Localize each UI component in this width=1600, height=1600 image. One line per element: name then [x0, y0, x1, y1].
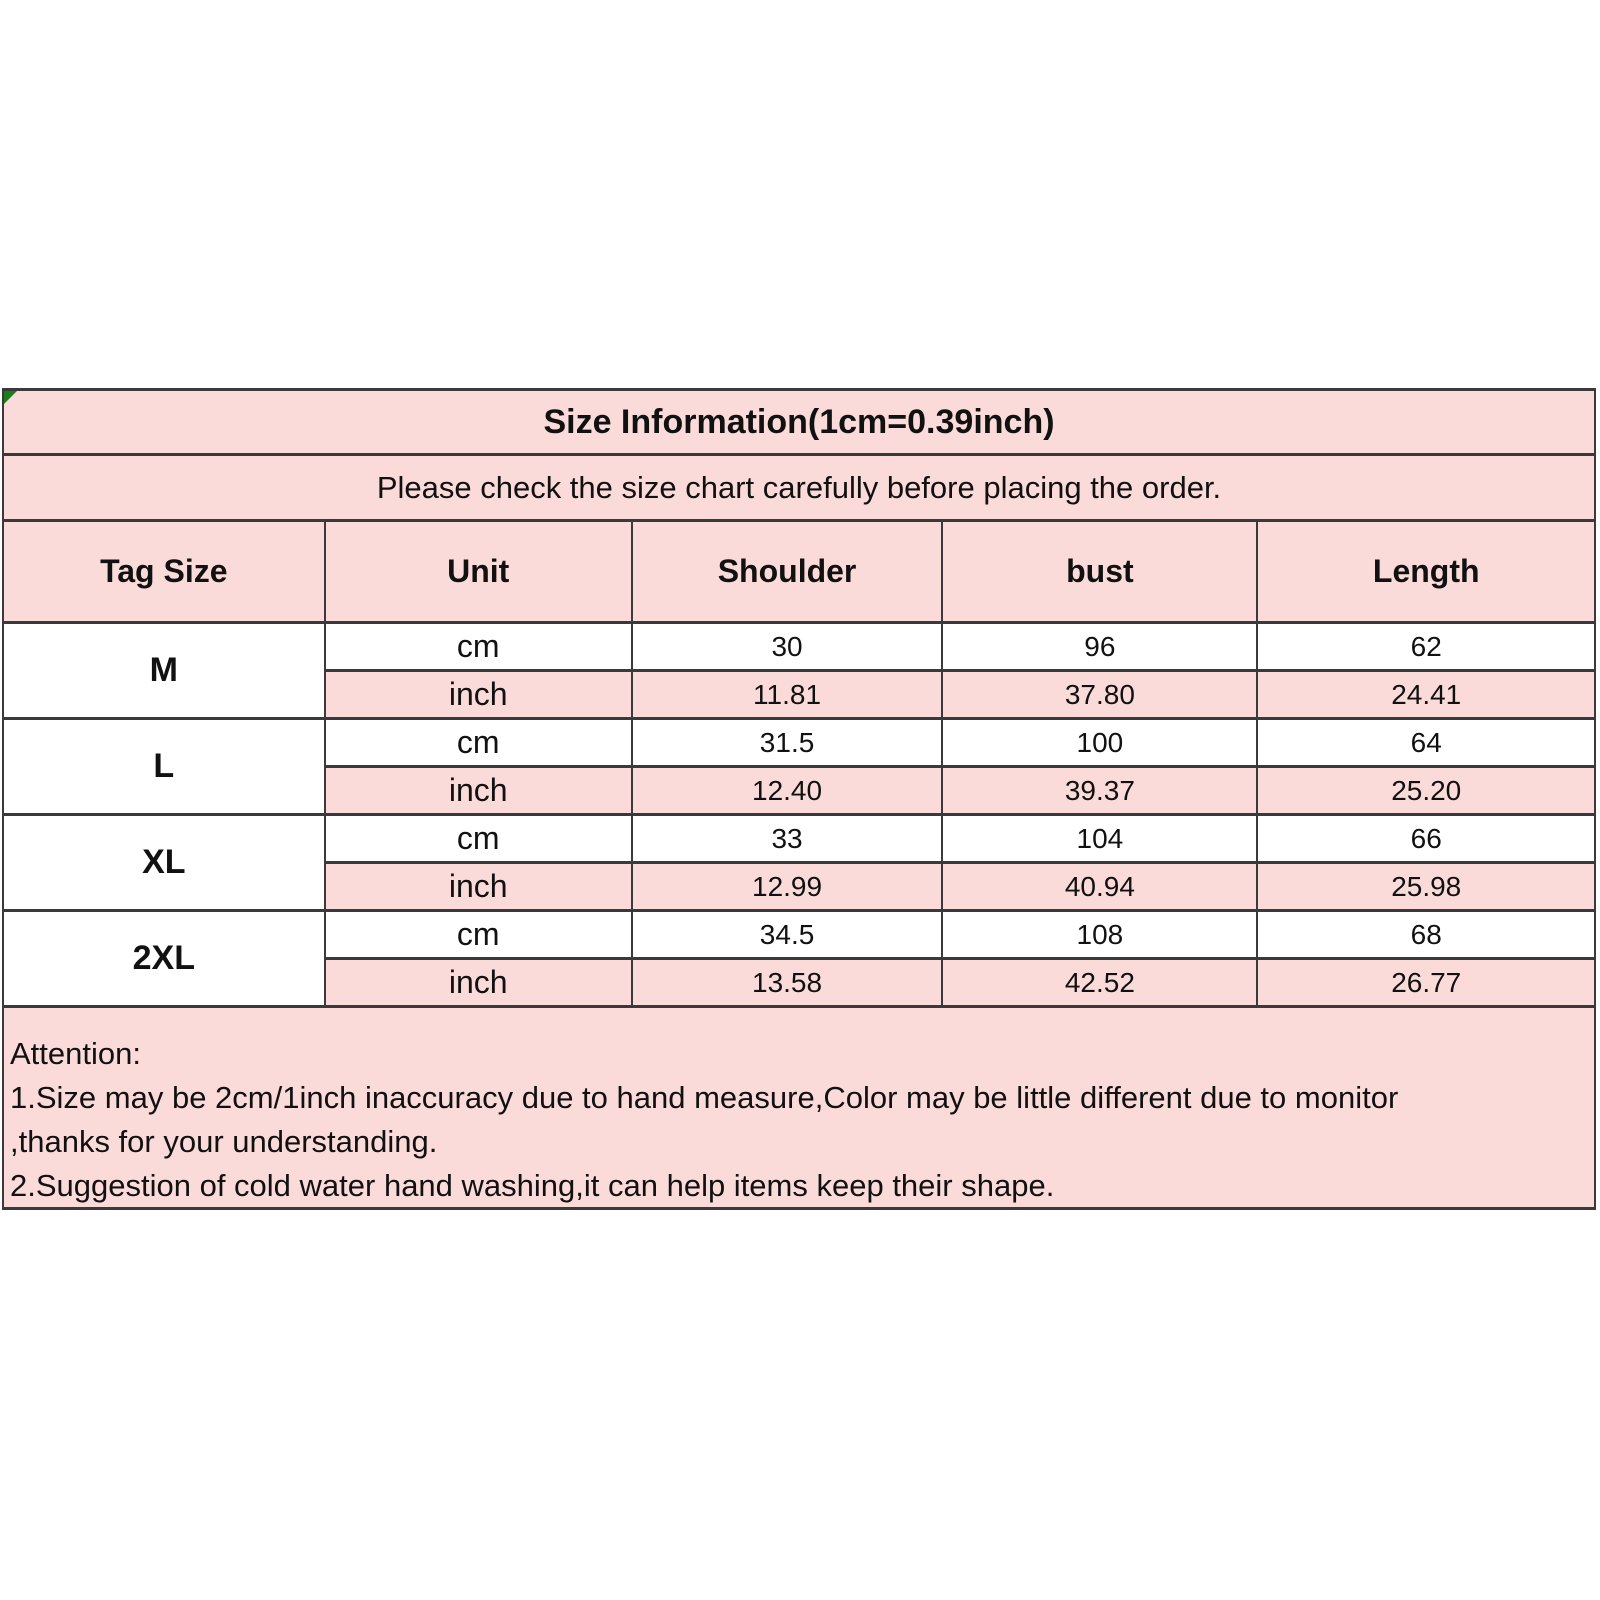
shoulder-value: 12.99	[632, 863, 942, 911]
shoulder-value: 13.58	[632, 959, 942, 1007]
length-value: 62	[1257, 623, 1595, 671]
length-value: 24.41	[1257, 671, 1595, 719]
attention-line: ,thanks for your understanding.	[10, 1124, 438, 1159]
column-header-tag-size: Tag Size	[3, 521, 325, 623]
unit-cell: cm	[325, 623, 632, 671]
unit-cell: inch	[325, 863, 632, 911]
unit-cell: inch	[325, 671, 632, 719]
tag-size-cell-l: L	[3, 719, 325, 815]
shoulder-value: 12.40	[632, 767, 942, 815]
unit-cell: cm	[325, 719, 632, 767]
size-row-l-cm	[3, 719, 1595, 767]
bust-value: 104	[942, 815, 1257, 863]
bust-value: 42.52	[942, 959, 1257, 1007]
shoulder-value: 30	[632, 623, 942, 671]
subtitle-row	[3, 455, 1595, 521]
size-table	[2, 388, 1596, 1008]
length-value: 25.20	[1257, 767, 1595, 815]
bust-value: 40.94	[942, 863, 1257, 911]
length-value: 25.98	[1257, 863, 1595, 911]
bust-value: 100	[942, 719, 1257, 767]
unit-cell: inch	[325, 767, 632, 815]
title-row	[3, 390, 1595, 455]
tag-size-cell-xl: XL	[3, 815, 325, 911]
size-chart-panel	[2, 388, 1596, 1210]
shoulder-value: 11.81	[632, 671, 942, 719]
unit-cell: cm	[325, 815, 632, 863]
column-header-bust: bust	[942, 521, 1257, 623]
length-value: 64	[1257, 719, 1595, 767]
shoulder-value: 34.5	[632, 911, 942, 959]
length-value: 68	[1257, 911, 1595, 959]
corner-marker-icon	[4, 391, 17, 404]
size-row-xl-cm	[3, 815, 1595, 863]
size-chart-subtitle: Please check the size chart carefully before placing the order.	[3, 455, 1595, 521]
attention-line: 1.Size may be 2cm/1inch inaccuracy due to hand measure,Color may be little different due to monitor	[10, 1080, 1399, 1115]
size-row-2xl-cm	[3, 911, 1595, 959]
tag-size-cell-2xl: 2XL	[3, 911, 325, 1007]
attention-note	[2, 1008, 1596, 1210]
length-value: 66	[1257, 815, 1595, 863]
size-chart-title: Size Information(1cm=0.39inch)	[3, 390, 1595, 455]
attention-heading: Attention:	[10, 1036, 141, 1071]
bust-value: 96	[942, 623, 1257, 671]
column-header-row	[3, 521, 1595, 623]
column-header-unit: Unit	[325, 521, 632, 623]
length-value: 26.77	[1257, 959, 1595, 1007]
bust-value: 37.80	[942, 671, 1257, 719]
unit-cell: cm	[325, 911, 632, 959]
column-header-length: Length	[1257, 521, 1595, 623]
column-header-shoulder: Shoulder	[632, 521, 942, 623]
shoulder-value: 33	[632, 815, 942, 863]
tag-size-cell-m: M	[3, 623, 325, 719]
size-row-m-cm	[3, 623, 1595, 671]
bust-value: 108	[942, 911, 1257, 959]
shoulder-value: 31.5	[632, 719, 942, 767]
unit-cell: inch	[325, 959, 632, 1007]
attention-line: 2.Suggestion of cold water hand washing,it can help items keep their shape.	[10, 1168, 1055, 1203]
bust-value: 39.37	[942, 767, 1257, 815]
